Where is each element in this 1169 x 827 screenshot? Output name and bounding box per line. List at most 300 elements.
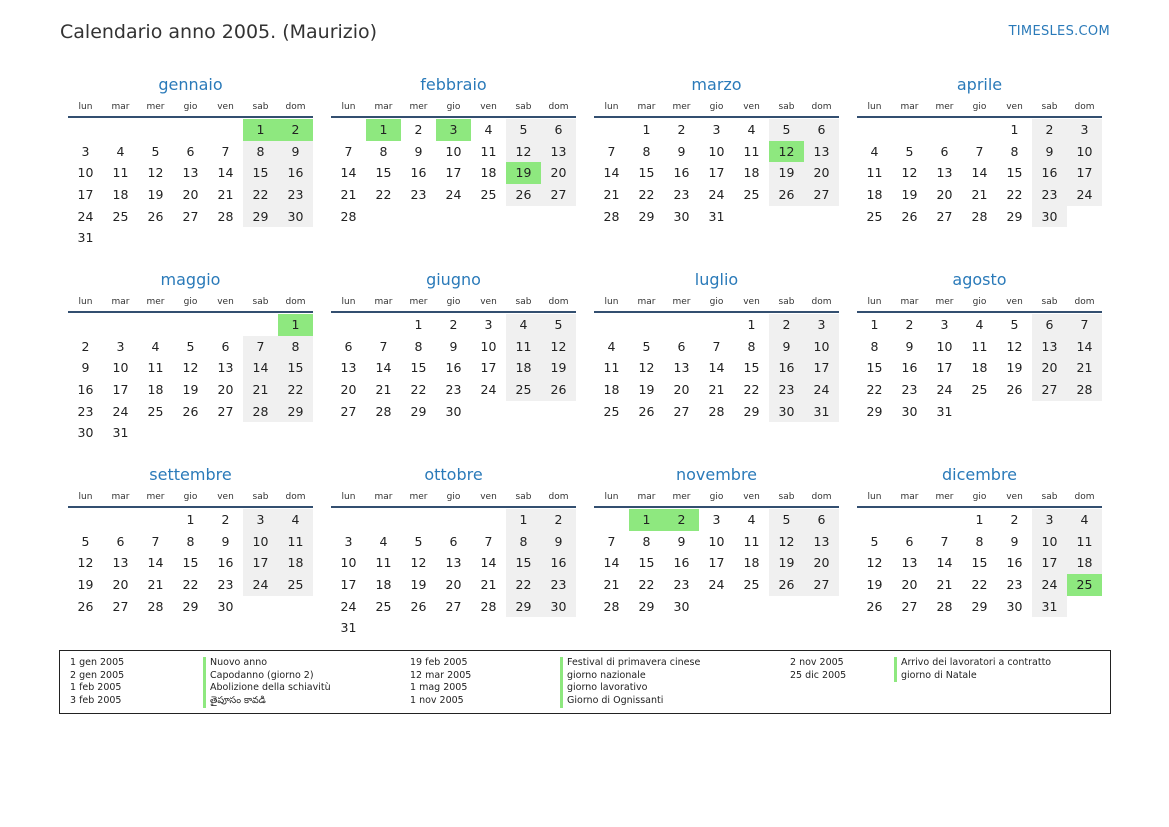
weekday-label: mar xyxy=(374,492,393,502)
day-cell: 7 xyxy=(607,143,616,159)
day-cell: 25 xyxy=(278,574,313,596)
empty-cell xyxy=(664,314,699,336)
day-cell: 10 xyxy=(804,336,839,358)
day-cell: 12 xyxy=(769,531,804,553)
day-cell: 19 xyxy=(901,187,918,203)
day-cell: 11 xyxy=(480,143,497,159)
weekday-label: mer xyxy=(672,102,691,112)
weekday-label: lun xyxy=(604,297,619,307)
month-dicembre xyxy=(857,464,1102,659)
day-cell: 11 xyxy=(147,360,164,376)
weekday-label: dom xyxy=(548,102,569,112)
day-cell: 4 xyxy=(506,314,541,336)
day-cell: 28 xyxy=(708,403,725,419)
day-cell: 11 xyxy=(1067,531,1102,553)
day-cell: 30 xyxy=(673,598,690,614)
weekday-label: lun xyxy=(341,102,356,112)
weekday-label: mar xyxy=(637,492,656,502)
day-cell: 19 xyxy=(541,357,576,379)
day-cell: 17 xyxy=(480,360,497,376)
weekday-label: mer xyxy=(146,102,165,112)
weekday-label: ven xyxy=(1006,297,1023,307)
legend-holiday-name: giorno lavorativo xyxy=(560,682,700,695)
legend-names-column xyxy=(894,657,1051,682)
month-marzo xyxy=(594,74,839,269)
weekday-header xyxy=(594,295,839,313)
day-cell: 15 xyxy=(866,360,883,376)
day-cell: 25 xyxy=(147,403,164,419)
day-cell: 13 xyxy=(112,555,129,571)
day-cell: 30 xyxy=(673,208,690,224)
day-cell: 10 xyxy=(1067,141,1102,163)
day-cell: 4 xyxy=(116,143,125,159)
day-cell: 7 xyxy=(1067,314,1102,336)
day-cell: 9 xyxy=(81,360,90,376)
day-cell: 25 xyxy=(112,208,129,224)
day-cell: 14 xyxy=(971,165,988,181)
day-cell: 3 xyxy=(344,533,353,549)
day-cell: 24 xyxy=(77,208,94,224)
day-cell: 22 xyxy=(743,382,760,398)
day-cell: 30 xyxy=(769,401,804,423)
day-cell: 10 xyxy=(112,360,129,376)
weekday-label: dom xyxy=(811,492,832,502)
day-cell: 13 xyxy=(445,555,462,571)
holiday-day-cell: 2 xyxy=(278,119,313,141)
day-cell: 4 xyxy=(975,317,984,332)
empty-cell xyxy=(331,119,366,141)
day-cell: 7 xyxy=(379,338,388,354)
day-cell: 8 xyxy=(870,338,879,354)
day-cell: 27 xyxy=(936,208,953,224)
day-cell: 23 xyxy=(1032,184,1067,206)
day-cell: 27 xyxy=(340,403,357,419)
weekday-label: mer xyxy=(935,492,954,502)
day-cell: 24 xyxy=(1067,184,1102,206)
day-cell: 2 xyxy=(81,338,90,354)
day-cell: 14 xyxy=(375,360,392,376)
day-cell: 5 xyxy=(541,314,576,336)
day-cell: 30 xyxy=(278,206,313,228)
day-cell: 16 xyxy=(410,165,427,181)
month-title: settembre xyxy=(149,465,232,484)
day-cell: 13 xyxy=(541,141,576,163)
weekday-label: gio xyxy=(709,297,724,307)
day-cell: 10 xyxy=(1032,531,1067,553)
day-cell: 24 xyxy=(804,379,839,401)
holiday-legend xyxy=(59,650,1111,714)
day-cell: 30 xyxy=(541,596,576,618)
legend-date: 3 feb 2005 xyxy=(70,695,122,707)
empty-cell xyxy=(892,509,927,531)
days-grid xyxy=(857,509,1102,617)
day-cell: 7 xyxy=(151,533,160,549)
empty-cell xyxy=(962,119,997,141)
legend-date: 1 mag 2005 xyxy=(410,682,468,694)
day-cell: 20 xyxy=(804,162,839,184)
empty-cell xyxy=(857,119,892,141)
day-cell: 14 xyxy=(603,555,620,571)
day-cell: 7 xyxy=(607,533,616,549)
day-cell: 26 xyxy=(147,208,164,224)
weekday-label: ven xyxy=(217,102,234,112)
day-cell: 1 xyxy=(186,512,195,527)
day-cell: 22 xyxy=(278,379,313,401)
day-cell: 19 xyxy=(866,577,883,593)
day-cell: 15 xyxy=(743,360,760,376)
day-cell: 24 xyxy=(112,403,129,419)
day-cell: 27 xyxy=(804,184,839,206)
day-cell: 1 xyxy=(747,317,756,332)
day-cell: 8 xyxy=(642,143,651,159)
day-cell: 19 xyxy=(769,162,804,184)
day-cell: 30 xyxy=(1006,598,1023,614)
weekday-label: lun xyxy=(867,492,882,502)
day-cell: 6 xyxy=(344,338,353,354)
day-cell: 23 xyxy=(901,382,918,398)
day-cell: 22 xyxy=(1006,187,1023,203)
day-cell: 17 xyxy=(804,357,839,379)
month-giugno xyxy=(331,269,576,464)
day-cell: 25 xyxy=(375,598,392,614)
day-cell: 15 xyxy=(375,165,392,181)
day-cell: 28 xyxy=(971,208,988,224)
day-cell: 7 xyxy=(221,143,230,159)
day-cell: 18 xyxy=(147,382,164,398)
day-cell: 14 xyxy=(1067,336,1102,358)
day-cell: 27 xyxy=(901,598,918,614)
empty-cell xyxy=(208,314,243,336)
empty-cell xyxy=(68,119,103,141)
day-cell: 13 xyxy=(1032,336,1067,358)
weekday-label: mar xyxy=(900,102,919,112)
legend-holiday-name: Festival di primavera cinese xyxy=(560,657,700,670)
days-grid xyxy=(594,314,839,422)
day-cell: 3 xyxy=(940,317,949,332)
day-cell: 16 xyxy=(77,382,94,398)
day-cell: 8 xyxy=(642,533,651,549)
day-cell: 13 xyxy=(804,531,839,553)
empty-cell xyxy=(436,509,471,531)
weekday-label: gio xyxy=(972,102,987,112)
legend-names-column xyxy=(560,657,700,708)
day-cell: 15 xyxy=(971,555,988,571)
day-cell: 2 xyxy=(414,122,423,137)
day-cell: 29 xyxy=(410,403,427,419)
day-cell: 16 xyxy=(1006,555,1023,571)
day-cell: 12 xyxy=(506,141,541,163)
day-cell: 15 xyxy=(278,357,313,379)
weekday-label: sab xyxy=(252,102,269,112)
weekday-label: gio xyxy=(446,492,461,502)
legend-dates-column xyxy=(70,657,124,708)
day-cell: 11 xyxy=(506,336,541,358)
day-cell: 4 xyxy=(1067,509,1102,531)
day-cell: 26 xyxy=(182,403,199,419)
day-cell: 19 xyxy=(77,577,94,593)
weekday-label: mer xyxy=(935,297,954,307)
weekday-header xyxy=(857,490,1102,508)
legend-date: 19 feb 2005 xyxy=(410,657,468,668)
day-cell: 16 xyxy=(673,165,690,181)
day-cell: 18 xyxy=(480,165,497,181)
day-cell: 24 xyxy=(340,598,357,614)
day-cell: 20 xyxy=(445,577,462,593)
weekday-label: sab xyxy=(515,297,532,307)
weekday-header xyxy=(857,295,1102,313)
weekday-label: lun xyxy=(78,102,93,112)
day-cell: 1 xyxy=(1010,122,1019,137)
day-cell: 10 xyxy=(340,555,357,571)
empty-cell xyxy=(103,509,138,531)
weekday-label: gio xyxy=(183,297,198,307)
weekday-header xyxy=(331,295,576,313)
day-cell: 16 xyxy=(1032,162,1067,184)
legend-dates-column xyxy=(790,657,846,682)
day-cell: 6 xyxy=(677,338,686,354)
month-gennaio xyxy=(68,74,313,269)
day-cell: 1 xyxy=(975,512,984,527)
month-ottobre xyxy=(331,464,576,659)
day-cell: 22 xyxy=(506,574,541,596)
day-cell: 21 xyxy=(340,187,357,203)
month-title: novembre xyxy=(675,465,758,484)
weekday-label: sab xyxy=(778,102,795,112)
day-cell: 25 xyxy=(866,208,883,224)
empty-cell xyxy=(594,509,629,531)
day-cell: 3 xyxy=(81,143,90,159)
legend-holiday-name: giorno nazionale xyxy=(560,670,700,683)
day-cell: 7 xyxy=(243,336,278,358)
day-cell: 11 xyxy=(971,338,988,354)
weekday-label: ven xyxy=(217,492,234,502)
day-cell: 12 xyxy=(541,336,576,358)
empty-cell xyxy=(208,119,243,141)
day-cell: 20 xyxy=(901,577,918,593)
day-cell: 11 xyxy=(112,165,129,181)
day-cell: 5 xyxy=(870,533,879,549)
day-cell: 11 xyxy=(743,533,760,549)
empty-cell xyxy=(331,314,366,336)
day-cell: 12 xyxy=(1006,338,1023,354)
month-title: luglio xyxy=(694,270,739,289)
day-cell: 27 xyxy=(541,184,576,206)
day-cell: 23 xyxy=(445,382,462,398)
day-cell: 4 xyxy=(870,143,879,159)
day-cell: 19 xyxy=(147,187,164,203)
empty-cell xyxy=(927,509,962,531)
weekday-label: dom xyxy=(811,102,832,112)
weekday-label: ven xyxy=(217,297,234,307)
days-grid xyxy=(68,509,313,617)
day-cell: 28 xyxy=(217,208,234,224)
day-cell: 31 xyxy=(804,401,839,423)
day-cell: 21 xyxy=(971,187,988,203)
day-cell: 17 xyxy=(243,552,278,574)
day-cell: 15 xyxy=(182,555,199,571)
weekday-label: mer xyxy=(146,297,165,307)
weekday-label: ven xyxy=(1006,102,1023,112)
weekday-label: lun xyxy=(604,102,619,112)
weekday-label: mar xyxy=(111,102,130,112)
day-cell: 4 xyxy=(747,122,756,137)
weekday-header xyxy=(594,490,839,508)
day-cell: 6 xyxy=(116,533,125,549)
day-cell: 28 xyxy=(936,598,953,614)
day-cell: 26 xyxy=(866,598,883,614)
legend-holiday-name: Giorno di Ognissanti xyxy=(560,695,700,708)
day-cell: 30 xyxy=(1032,206,1067,228)
day-cell: 5 xyxy=(905,143,914,159)
day-cell: 7 xyxy=(484,533,493,549)
day-cell: 28 xyxy=(147,598,164,614)
day-cell: 17 xyxy=(340,577,357,593)
day-cell: 8 xyxy=(975,533,984,549)
legend-date: 2 nov 2005 xyxy=(790,657,844,668)
day-cell: 29 xyxy=(743,403,760,419)
month-agosto xyxy=(857,269,1102,464)
day-cell: 9 xyxy=(677,143,686,159)
day-cell: 17 xyxy=(708,555,725,571)
holiday-day-cell: 1 xyxy=(629,509,664,531)
weekday-header xyxy=(594,100,839,118)
days-grid xyxy=(68,119,313,249)
weekday-label: mar xyxy=(637,297,656,307)
day-cell: 10 xyxy=(77,165,94,181)
day-cell: 5 xyxy=(414,533,423,549)
day-cell: 15 xyxy=(638,555,655,571)
day-cell: 31 xyxy=(112,425,129,441)
day-cell: 21 xyxy=(936,577,953,593)
legend-date: 1 feb 2005 xyxy=(70,682,122,694)
day-cell: 29 xyxy=(182,598,199,614)
day-cell: 23 xyxy=(217,577,234,593)
day-cell: 29 xyxy=(971,598,988,614)
day-cell: 19 xyxy=(1006,360,1023,376)
weekday-label: mer xyxy=(409,102,428,112)
day-cell: 11 xyxy=(603,360,620,376)
day-cell: 9 xyxy=(905,338,914,354)
month-novembre xyxy=(594,464,839,659)
empty-cell xyxy=(68,509,103,531)
day-cell: 18 xyxy=(603,382,620,398)
weekday-header xyxy=(68,295,313,313)
weekday-label: lun xyxy=(341,297,356,307)
weekday-label: ven xyxy=(743,297,760,307)
day-cell: 22 xyxy=(182,577,199,593)
day-cell: 17 xyxy=(445,165,462,181)
day-cell: 31 xyxy=(340,620,357,636)
day-cell: 12 xyxy=(866,555,883,571)
weekday-label: gio xyxy=(972,297,987,307)
day-cell: 14 xyxy=(147,555,164,571)
month-title: gennaio xyxy=(158,75,223,94)
day-cell: 24 xyxy=(936,382,953,398)
legend-holiday-name: Arrivo dei lavoratori a contratto xyxy=(894,657,1051,670)
days-grid xyxy=(331,314,576,422)
empty-cell xyxy=(173,119,208,141)
weekday-label: mer xyxy=(672,492,691,502)
day-cell: 14 xyxy=(217,165,234,181)
day-cell: 5 xyxy=(506,119,541,141)
day-cell: 27 xyxy=(673,403,690,419)
day-cell: 23 xyxy=(673,577,690,593)
weekday-label: sab xyxy=(1041,297,1058,307)
day-cell: 16 xyxy=(901,360,918,376)
day-cell: 22 xyxy=(638,577,655,593)
day-cell: 21 xyxy=(243,379,278,401)
weekday-label: mer xyxy=(672,297,691,307)
day-cell: 28 xyxy=(603,598,620,614)
weekday-label: lun xyxy=(867,297,882,307)
empty-cell xyxy=(471,509,506,531)
day-cell: 17 xyxy=(708,165,725,181)
weekday-label: gio xyxy=(709,102,724,112)
weekday-label: dom xyxy=(1074,492,1095,502)
empty-cell xyxy=(138,509,173,531)
holiday-day-cell: 1 xyxy=(243,119,278,141)
day-cell: 14 xyxy=(480,555,497,571)
day-cell: 28 xyxy=(243,401,278,423)
day-cell: 3 xyxy=(484,317,493,332)
day-cell: 7 xyxy=(940,533,949,549)
day-cell: 9 xyxy=(1010,533,1019,549)
empty-cell xyxy=(401,509,436,531)
day-cell: 6 xyxy=(804,119,839,141)
day-cell: 4 xyxy=(379,533,388,549)
page-title: Calendario anno 2005. (Maurizio) xyxy=(60,21,378,43)
weekday-label: mar xyxy=(111,492,130,502)
days-grid xyxy=(331,119,576,227)
day-cell: 30 xyxy=(901,403,918,419)
day-cell: 22 xyxy=(638,187,655,203)
weekday-label: sab xyxy=(778,492,795,502)
empty-cell xyxy=(173,314,208,336)
day-cell: 2 xyxy=(677,122,686,137)
brand-link[interactable]: TIMESLES.COM xyxy=(1008,24,1110,39)
day-cell: 3 xyxy=(1032,509,1067,531)
day-cell: 18 xyxy=(743,165,760,181)
legend-names-column xyxy=(203,657,331,708)
weekday-label: dom xyxy=(285,102,306,112)
month-title: marzo xyxy=(691,75,742,94)
weekday-label: gio xyxy=(709,492,724,502)
day-cell: 6 xyxy=(1032,314,1067,336)
day-cell: 11 xyxy=(375,555,392,571)
day-cell: 23 xyxy=(1006,577,1023,593)
day-cell: 10 xyxy=(445,143,462,159)
weekday-header xyxy=(68,100,313,118)
weekday-label: sab xyxy=(515,492,532,502)
day-cell: 19 xyxy=(769,552,804,574)
day-cell: 15 xyxy=(638,165,655,181)
day-cell: 6 xyxy=(804,509,839,531)
day-cell: 2 xyxy=(221,512,230,527)
day-cell: 29 xyxy=(866,403,883,419)
day-cell: 20 xyxy=(112,577,129,593)
day-cell: 6 xyxy=(221,338,230,354)
day-cell: 21 xyxy=(708,382,725,398)
weekday-label: lun xyxy=(341,492,356,502)
day-cell: 26 xyxy=(769,184,804,206)
day-cell: 8 xyxy=(243,141,278,163)
day-cell: 1 xyxy=(642,122,651,137)
empty-cell xyxy=(857,509,892,531)
day-cell: 23 xyxy=(673,187,690,203)
day-cell: 3 xyxy=(116,338,125,354)
day-cell: 22 xyxy=(410,382,427,398)
day-cell: 12 xyxy=(77,555,94,571)
